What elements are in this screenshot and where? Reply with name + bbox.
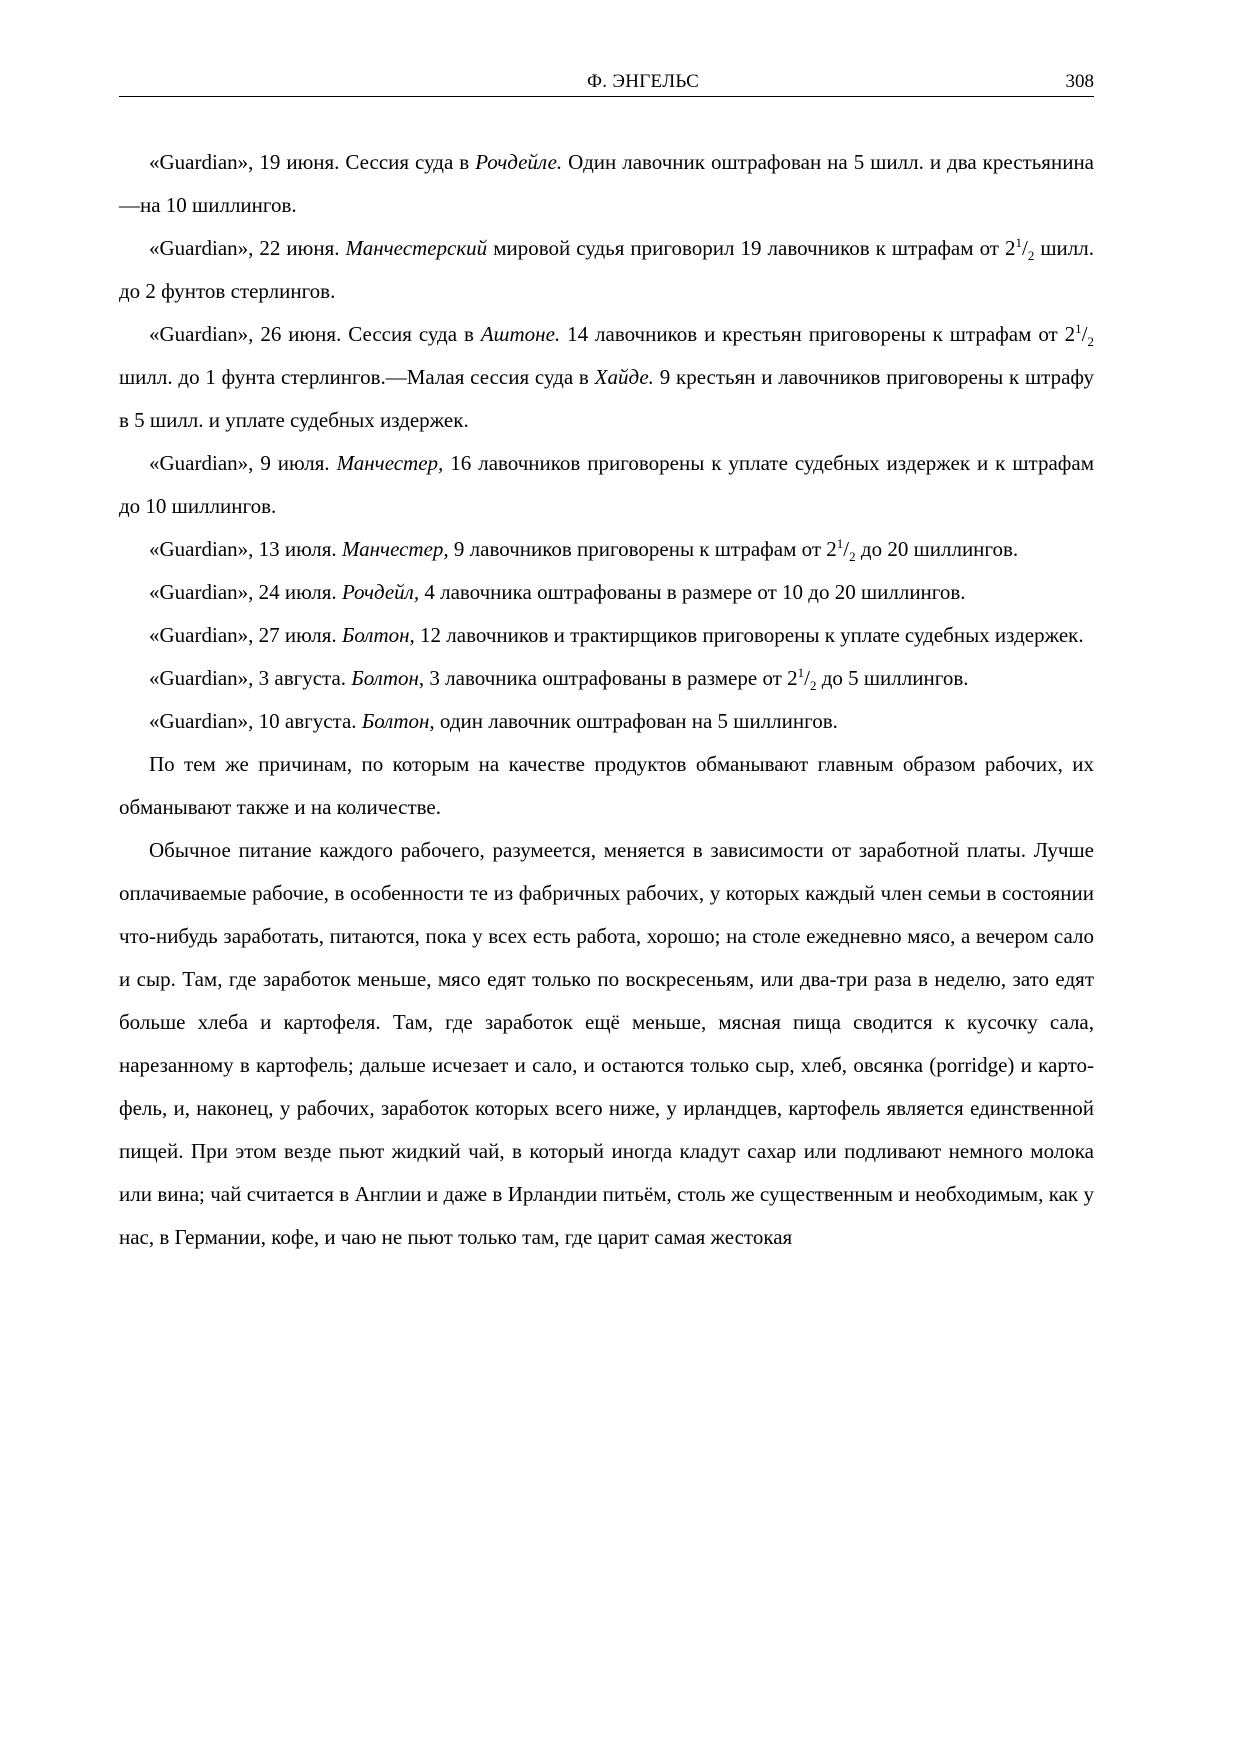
text-run: 12 лавочников и трактирщиков приговорены к уплате судебных издержек.	[414, 623, 1084, 647]
fraction-numerator: 1	[1075, 321, 1082, 336]
fraction-denominator: 2	[809, 678, 817, 694]
fraction-whole: 2	[1064, 322, 1076, 346]
text-run: мировой судья приговорил 19 лавочников к штрафам от	[487, 236, 1005, 260]
paragraph	[119, 700, 1094, 743]
place-name: Хайде.	[594, 365, 654, 389]
fraction-whole: 2	[1005, 236, 1016, 260]
paragraph	[119, 657, 1094, 700]
place-name: Рочдейл,	[341, 580, 420, 604]
text-run: 16 лавочников приговорены к уплате судебных издержек и к штрафам до 10 шиллингов.	[119, 451, 1094, 518]
text-run: 9 лавочников приговорены к штрафам от	[448, 537, 827, 561]
running-header	[119, 70, 1094, 97]
page-number: 308	[1065, 71, 1094, 92]
fraction-denominator: 2	[1027, 248, 1035, 264]
mixed-fraction: $2^1/_2$	[1064, 321, 1094, 350]
paragraph	[119, 829, 1094, 1259]
place-name: Манчестерский	[345, 236, 488, 260]
fraction-numerator: 1	[797, 665, 805, 680]
paragraph	[119, 743, 1094, 829]
fraction-denominator: 2	[849, 549, 856, 565]
text-run: 4 лавочника оштрафованы в размере от 10 до 20 шиллингов.	[419, 580, 966, 604]
paragraph	[119, 313, 1094, 442]
place-name: Болтон,	[341, 623, 415, 647]
text-run: «Guardian», 19 июня. Сессия суда в	[149, 150, 476, 174]
text-run: до 20 шиллингов.	[855, 537, 1019, 561]
fraction-whole: 2	[787, 666, 798, 690]
text-run: «Guardian», 27 июля.	[149, 623, 342, 647]
place-name: Аштоне.	[480, 322, 561, 346]
text-run: 14 лавочников и крестьян приговорены к штрафам от	[560, 322, 1065, 346]
fraction-whole: 2	[826, 537, 837, 561]
text-run: «Guardian», 9 июля.	[149, 451, 337, 475]
text-run: «Guardian», 24 июля.	[149, 580, 342, 604]
paragraph	[119, 571, 1094, 614]
text-run: Обычное питание каждого рабочего, разумеется, меняется в зависимости от заработной платы. Лучше оплачиваемые рабочие, в особенности те из фабричных рабочих, у которых каждый член семьи в состоянии что-нибудь заработать, питаются, пока у всех есть работа, хорошо; на столе ежедневно мясо, а вечером сало и сыр. Там, где заработок меньше, мясо едят только по воскресеньям, или два-три раза в неделю, зато едят больше хлеба и картофеля. Там, где заработок ещё меньше, мясная пища сводится к кусочку сала, нарезанному в картофель; дальше исчезает и сало, и остаются только сыр, хлеб, овсянка (porridge) и картофель, и, наконец, у рабочих, заработок которых всего ниже, у ирландцев, картофель является единственной пищей. При этом везде пьют жидкий чай, в который иногда кладут сахар или подливают немного молока или вина; чай считается в Англии и даже в Ирландии питьём, столь же существенным и необходимым, как у нас, в Германии, кофе, и чаю не пьют только там, где царит самая жестокая	[119, 838, 1094, 1249]
text-run: «Guardian», 22 июня.	[149, 236, 346, 260]
text-run: «Guardian», 13 июля.	[149, 537, 342, 561]
text-run: шилл. до 1 фунта стерлингов.—Малая сессия суда в	[119, 365, 595, 389]
header-author: Ф. ЭНГЕЛЬС	[587, 71, 700, 92]
paragraph	[119, 614, 1094, 657]
text-run: «Guardian», 3 августа.	[149, 666, 352, 690]
paragraph	[119, 528, 1094, 571]
place-name: Болтон,	[361, 709, 435, 733]
fraction-numerator: 1	[1015, 235, 1022, 250]
mixed-fraction: $2^1/_2$	[1005, 235, 1035, 264]
place-name: Рочдейле.	[475, 150, 563, 174]
text-run: 9 крестьян и лавочников приговорены к штрафу в 5 шилл. и уплате судебных издержек.	[119, 365, 1094, 432]
text-run: По тем же причинам, по которым на качестве продуктов обманывают главным образом рабочих, их обманывают также и на количестве.	[119, 752, 1094, 819]
place-name: Болтон,	[351, 666, 425, 690]
place-name: Манчестер,	[341, 537, 449, 561]
text-run: шилл. до 2 фунтов стерлингов.	[119, 236, 1094, 303]
paragraph	[119, 227, 1094, 313]
text-run: Один лавочник оштрафован на 5 шилл. и два крестьянина—на 10 шиллингов.	[119, 150, 1094, 217]
mixed-fraction: $2^1/_2$	[826, 536, 856, 565]
paragraph	[119, 442, 1094, 528]
body-text	[119, 141, 1094, 1259]
text-run: один лавочник оштрафован на 5 шиллингов.	[434, 709, 838, 733]
text-run: 3 лавочника оштрафованы в размере от	[424, 666, 788, 690]
fraction-denominator: 2	[1087, 334, 1094, 350]
fraction-numerator: 1	[836, 536, 844, 551]
text-run: «Guardian», 26 июня. Сессия суда в	[149, 322, 481, 346]
place-name: Манчестер,	[336, 451, 444, 475]
paragraph	[119, 141, 1094, 227]
text-run: до 5 шиллингов.	[816, 666, 969, 690]
text-run: «Guardian», 10 августа.	[149, 709, 362, 733]
mixed-fraction: $2^1/_2$	[787, 665, 817, 694]
